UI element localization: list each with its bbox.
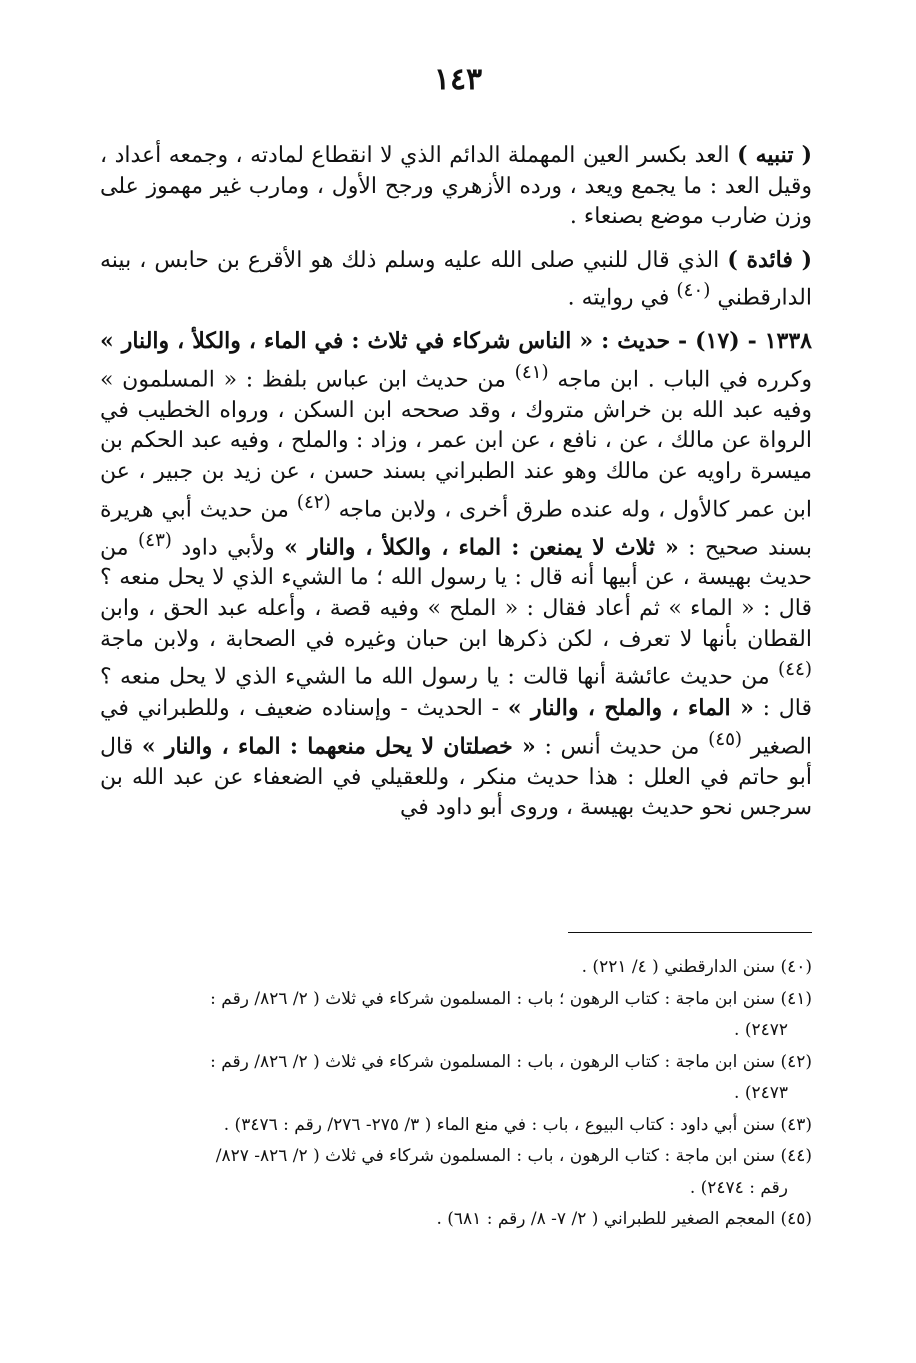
footnote-ref-41: (٤١) (514, 361, 549, 383)
hadith-text-4: ولأبي داود (171, 534, 285, 560)
page-number: ١٤٣ (433, 62, 483, 97)
footnote-text: (٤٠) سنن الدارقطني ( ٤/ ٢٢١) . (581, 957, 812, 977)
faida-label: ( فائدة ) (727, 246, 812, 273)
footnote-continuation: ٢٤٧٢) . (734, 1020, 788, 1040)
main-text (100, 140, 812, 824)
footnote-ref-43: (٤٣) (137, 529, 172, 551)
hadith-text-7: - الحديث - وإسناده ضعيف ، وللطبراني في الصغير (100, 696, 812, 760)
hadith-text-3: من حديث أبي هريرة بسند صحيح : (100, 496, 812, 560)
hadith-heading: ١٣٣٨ - (١٧) - حديث : « الناس شركاء في ثلاث : في الماء ، والكلأ ، والنار » (100, 328, 812, 355)
hadith-text-2: من حديث ابن عباس بلفظ : « المسلمون » وفيه عبد الله بن خراش متروك ، وقد صححه ابن السكن ، ورواه الخطيب في الرواة عن مالك ، عن ، نافع ، عن ابن عمر ، وزاد : والملح ، وفيه عبد الحكم بن ميسرة راويه عن مالك وهو عند الطبراني بسند حسن ، عن زيد بن جبير ، عن ابن عمر كالأول ، وله عنده طرق أخرى ، ولابن ماجه (100, 367, 812, 522)
footnote-item (100, 1110, 812, 1142)
faida-text: الذي قال للنبي صلى الله عليه وسلم ذلك هو الأقرع بن حابس ، بينه الدارقطني (100, 247, 812, 311)
hadith-quote-1: « ثلاث لا يمنعن : الماء ، والكلأ ، والنار » (284, 533, 679, 560)
footnote-ref-45: (٤٥) (708, 728, 743, 750)
faida-text-end: في روايته . (567, 285, 677, 311)
hadith-text-1: وكرره في الباب . ابن ماجه (548, 367, 812, 393)
footnote-ref-40: (٤٠) (676, 280, 711, 302)
footnote-text: (٤٥) المعجم الصغير للطبراني ( ٢/ ٧- ٨/ رقم : ٦٨١) . (436, 1209, 812, 1229)
hadith-quote-2: « الماء ، والملح ، والنار » (507, 695, 754, 722)
footnote-item (100, 1047, 812, 1110)
tanbih-paragraph (100, 140, 812, 233)
footnote-text: (٤١) سنن ابن ماجة : كتاب الرهون ؛ باب : المسلمون شركاء في ثلاث ( ٢/ ٨٢٦/ رقم : (210, 988, 812, 1009)
footnote-item (100, 1141, 812, 1204)
footnote-continuation: رقم : ٢٤٧٤) . (689, 1177, 788, 1198)
hadith-text-9: قال أبو حاتم في العلل : هذا حديث منكر ، وللعقيلي في الضعفاء عن عبد الله بن سرجس نحو حديث بهيسة ، وروى أبو داود في (100, 734, 813, 821)
hadith-paragraph (100, 326, 812, 824)
tanbih-label: ( تنبيه ) (737, 142, 812, 168)
hadith-text-8: من حديث أنس : (535, 734, 709, 760)
hadith-quote-3: « خصلتان لا يحل منعهما : الماء ، والنار » (141, 733, 536, 760)
footnote-item (100, 984, 812, 1047)
footnote-text: (٤٣) سنن أبي داود : كتاب البيوع ، باب : في منع الماء ( ٣/ ٢٧٥- ٢٧٦/ رقم : ٣٤٧٦) . (223, 1114, 812, 1135)
footnotes (100, 952, 812, 1236)
tanbih-text: العد بكسر العين المهملة الدائم الذي لا انقطاع لمادته ، وجمعه أعداد ، وقيل العد : ما يجمع ويعد ، ورده الأزهري ورجح الأول ، ومارب غير مهموز على وزن ضارب موضع بصنعاء . (100, 143, 812, 230)
footnote-text: (٤٤) سنن ابن ماجة : كتاب الرهون ، باب : المسلمون شركاء في ثلاث ( ٢/ ٨٢٦- ٨٢٧/ (215, 1146, 812, 1166)
footnote-item (100, 952, 812, 984)
hadith-text-6: من حديث عائشة أنها قالت : يا رسول الله ما الشيء الذي لا يحل منعه ؟ قال : (100, 664, 812, 722)
footnote-item (100, 1204, 812, 1236)
footnote-divider (568, 932, 812, 933)
footnote-continuation: ٢٤٧٣) . (734, 1083, 788, 1103)
footnote-ref-42: (٤٢) (296, 491, 331, 513)
footnote-text: (٤٢) سنن ابن ماجة : كتاب الرهون ، باب : المسلمون شركاء في ثلاث ( ٢/ ٨٢٦/ رقم : (210, 1051, 812, 1072)
footnote-ref-44: (٤٤) (777, 659, 812, 681)
hadith-text-5: من حديث بهيسة ، عن أبيها أنه قال : يا رسول الله ؛ ما الشيء الذي لا يحل منعه ؟ قال : « الماء » ثم أعاد فقال : « الملح » وفيه قصة ، وأعله عبد الحق ، وابن القطان بأنها لا تعرف ، لكن ذكرها ابن حبان وغيره في الصحابة ، ولابن ماجة (100, 534, 812, 652)
faida-paragraph (100, 245, 812, 315)
